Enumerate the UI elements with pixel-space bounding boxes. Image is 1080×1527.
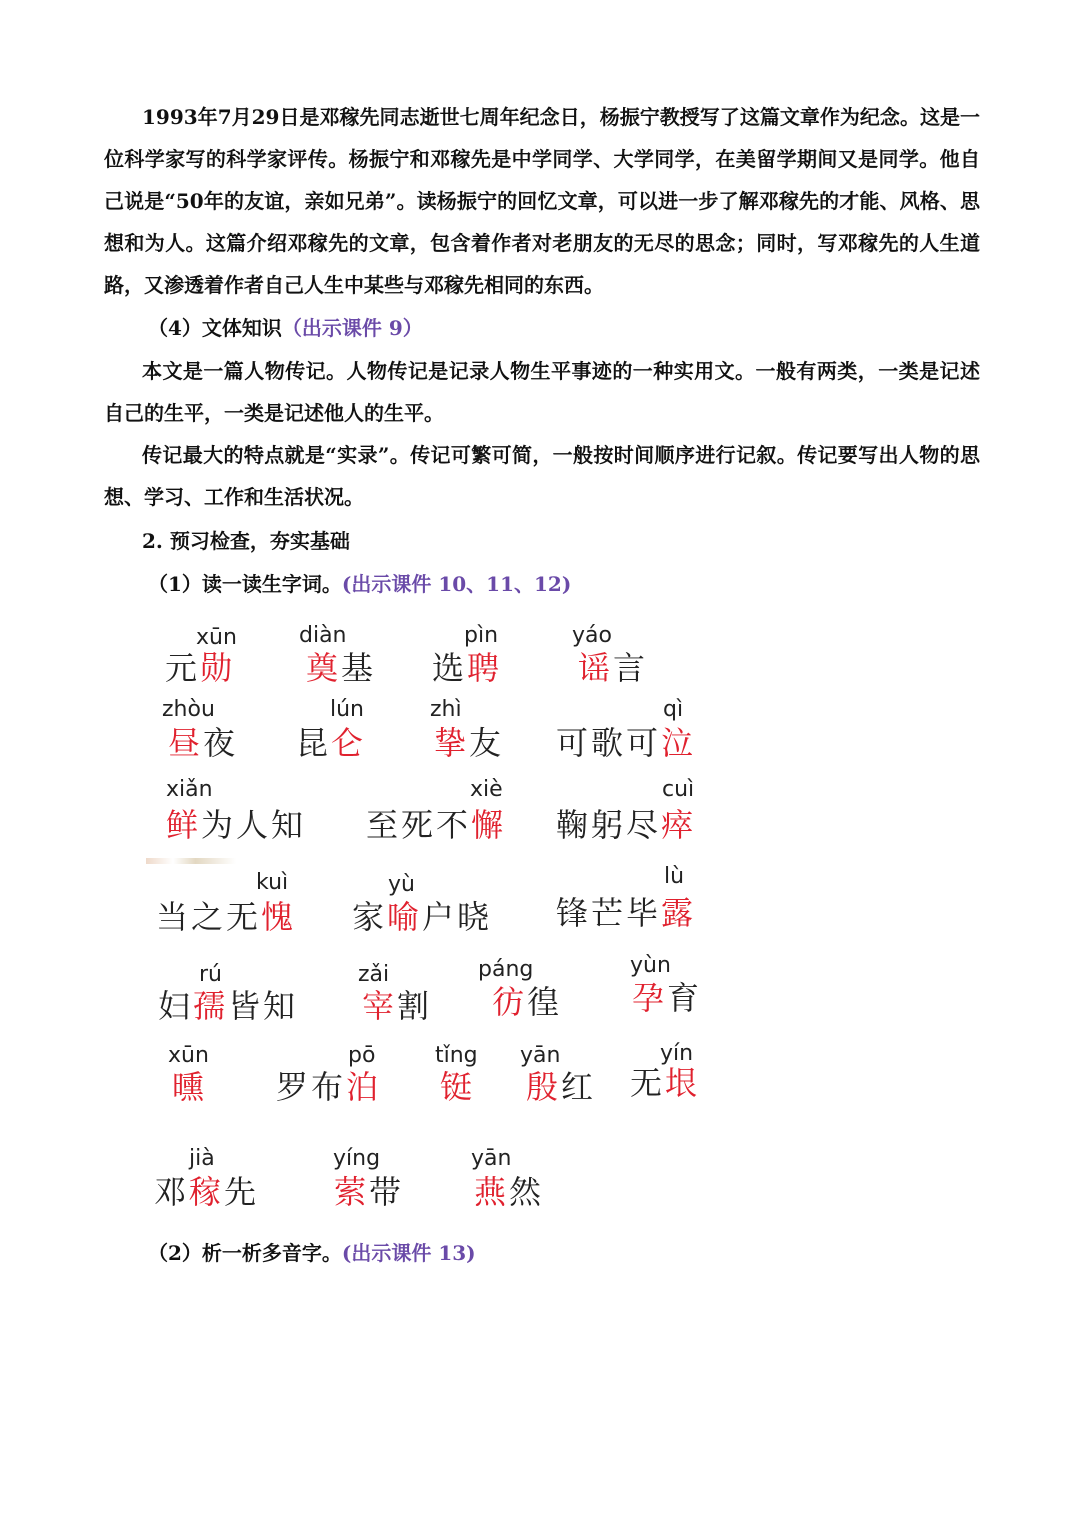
vocab-target-char: 谣 (578, 649, 611, 687)
vocab-char: 人 (236, 806, 269, 844)
vocab-word (632, 978, 702, 1018)
vocab-char: 知 (263, 987, 296, 1025)
section4-heading: （4）文体知识 (148, 316, 282, 340)
vocab-word (526, 1067, 596, 1107)
vocab-pinyin: yín (660, 1041, 694, 1066)
vocab-char: 死 (401, 806, 434, 844)
vocab-target-char: 泊 (346, 1068, 379, 1106)
biography-feature-paragraph: 传记最大的特点就是“实录”。传记可繁可简，一般按时间顺序进行记叙。传记要写出人物的思想、学习、工作和生活状况。 (104, 443, 980, 509)
vocab-char: 罗 (276, 1068, 309, 1106)
vocab-word (158, 986, 298, 1026)
vocab-target-char: 宰 (362, 987, 395, 1025)
sub1-label: （1）读一读生字词。 (148, 572, 342, 596)
sub2-label: （2）析一析多音字。 (148, 1241, 342, 1265)
vocab-word (172, 1067, 207, 1107)
vocab-word (166, 805, 306, 845)
vocab-target-char: 露 (661, 894, 694, 932)
vocab-pinyin: yù (388, 872, 415, 897)
vocab-char: 带 (369, 1173, 402, 1211)
vocab-target-char: 愧 (261, 898, 294, 936)
vocab-pinyin: yùn (630, 953, 671, 978)
vocab-char: 为 (201, 806, 234, 844)
intro-paragraph: 1993年7月29日是邓稼先同志逝世七周年纪念日，杨振宁教授写了这篇文章作为纪念。这是一位科学家写的科学家评传。杨振宁和邓稼先是中学同学、大学同学，在美留学期间又是同学。他自己说是“50年的友谊，亲如兄弟”。读杨振宁的回忆文章，可以进一步了解邓稼先的才能、风格、思想和为人。这篇介绍邓稼先的文章，包含着作者对老朋友的无尽的思念；同时，写邓稼先的人生道路，又渗透着作者自己人生中某些与邓稼先相同的东西。 (104, 105, 980, 297)
vocab-target-char: 聘 (467, 649, 500, 687)
vocab-pinyin: rú (199, 962, 222, 987)
section4-ref: （出示课件 9） (281, 316, 423, 340)
vocab-word (366, 805, 506, 845)
vocab-char: 晓 (457, 898, 490, 936)
vocab-char: 无 (630, 1064, 663, 1102)
vocab-char: 红 (561, 1068, 594, 1106)
vocab-pinyin: pō (348, 1043, 376, 1068)
vocab-char: 芒 (591, 894, 624, 932)
vocab-pinyin: yān (520, 1043, 561, 1068)
vocab-char: 邓 (154, 1173, 187, 1211)
vocab-word (630, 1063, 700, 1103)
vocab-word (334, 1172, 404, 1212)
vocab-target-char: 彷 (492, 983, 525, 1021)
vocab-char: 尽 (626, 806, 659, 844)
vocab-char: 夜 (203, 724, 236, 762)
vocab-char: 育 (667, 979, 700, 1017)
vocab-pinyin: cuì (662, 777, 695, 802)
vocab-target-char: 孺 (193, 987, 226, 1025)
vocab-word (306, 648, 376, 688)
vocab-target-char: 仑 (331, 724, 364, 762)
vocab-char: 鞠 (556, 806, 589, 844)
scan-smear-decoration (146, 858, 236, 864)
vocab-word (440, 1067, 475, 1107)
vocab-target-char: 铤 (440, 1068, 473, 1106)
vocab-word (362, 986, 432, 1026)
vocab-word (165, 648, 235, 688)
vocab-pinyin: zǎi (358, 962, 390, 987)
vocab-char: 之 (191, 898, 224, 936)
vocab-target-char: 鲜 (166, 806, 199, 844)
vocab-target-char: 殷 (526, 1068, 559, 1106)
vocab-pinyin: yáo (572, 623, 612, 648)
vocab-word (578, 648, 648, 688)
vocab-char: 言 (613, 649, 646, 687)
vocab-target-char: 燕 (474, 1173, 507, 1211)
vocab-pinyin: jià (189, 1146, 215, 1171)
vocab-char: 友 (469, 724, 502, 762)
vocab-pinyin: qì (663, 697, 684, 722)
vocab-word (556, 893, 696, 933)
sub2-heading-line (148, 1238, 476, 1268)
vocab-char: 躬 (591, 806, 624, 844)
vocab-char: 选 (432, 649, 465, 687)
biography-definition-paragraph: 本文是一篇人物传记。人物传记是记录人物生平事迹的一种实用文。一般有两类，一类是记述自己的生平，一类是记述他人的生平。 (104, 359, 980, 425)
sub2-ref: (出示课件 13) (341, 1241, 476, 1265)
vocab-pinyin: xūn (168, 1043, 209, 1068)
vocab-pinyin: lún (330, 697, 364, 722)
vocab-pinyin: tǐng (435, 1043, 478, 1068)
vocab-char: 至 (366, 806, 399, 844)
vocab-char: 割 (397, 987, 430, 1025)
vocab-char: 元 (165, 649, 198, 687)
vocab-word (492, 982, 562, 1022)
vocab-word (556, 805, 696, 845)
vocab-char: 可 (626, 724, 659, 762)
vocab-char: 皆 (228, 987, 261, 1025)
vocab-target-char: 懈 (471, 806, 504, 844)
vocab-pinyin: zhì (430, 697, 462, 722)
vocab-char: 昆 (296, 724, 329, 762)
vocab-word (156, 897, 296, 937)
vocab-pinyin: lù (664, 864, 685, 889)
vocab-target-char: 泣 (661, 724, 694, 762)
vocab-target-char: 稼 (189, 1173, 222, 1211)
vocab-word (296, 723, 366, 763)
vocab-char: 锋 (556, 894, 589, 932)
vocab-target-char: 瘁 (661, 806, 694, 844)
vocab-target-char: 曛 (172, 1068, 205, 1106)
sub1-ref: (出示课件 10、11、12) (341, 572, 572, 596)
vocab-word (434, 723, 504, 763)
vocab-target-char: 勋 (200, 649, 233, 687)
vocab-word (432, 648, 502, 688)
vocab-pinyin: xiǎn (166, 777, 213, 802)
section2-heading: 2. 预习检查，夯实基础 (142, 529, 350, 553)
vocab-pinyin: diàn (299, 623, 347, 648)
vocab-char: 然 (509, 1173, 542, 1211)
vocab-word (154, 1172, 259, 1212)
vocab-char: 歌 (591, 724, 624, 762)
vocab-pinyin: kuì (256, 870, 289, 895)
vocab-char: 无 (226, 898, 259, 936)
vocab-word (168, 723, 238, 763)
vocab-char: 基 (341, 649, 374, 687)
vocab-char: 布 (311, 1068, 344, 1106)
vocab-char: 徨 (527, 983, 560, 1021)
vocab-target-char: 孕 (632, 979, 665, 1017)
vocab-char: 妇 (158, 987, 191, 1025)
vocab-char: 知 (271, 806, 304, 844)
vocab-target-char: 奠 (306, 649, 339, 687)
vocab-char: 户 (422, 898, 455, 936)
vocab-char: 家 (352, 898, 385, 936)
vocab-target-char: 萦 (334, 1173, 367, 1211)
vocab-char: 不 (436, 806, 469, 844)
vocab-pinyin: xiè (470, 777, 503, 802)
vocab-char: 先 (224, 1173, 257, 1211)
vocab-word (556, 723, 696, 763)
vocab-target-char: 昼 (168, 724, 201, 762)
vocab-target-char: 垠 (665, 1064, 698, 1102)
vocab-target-char: 喻 (387, 898, 420, 936)
vocab-pinyin: xūn (196, 625, 237, 650)
vocab-word (276, 1067, 381, 1107)
vocab-pinyin: páng (478, 957, 534, 982)
vocab-pinyin: yān (471, 1146, 512, 1171)
vocab-target-char: 挚 (434, 724, 467, 762)
vocab-char: 毕 (626, 894, 659, 932)
vocab-word (474, 1172, 544, 1212)
vocab-pinyin: pìn (464, 623, 499, 648)
vocab-char: 可 (556, 724, 589, 762)
vocab-pinyin: zhòu (162, 697, 215, 722)
vocab-char: 当 (156, 898, 189, 936)
vocab-pinyin: yíng (333, 1146, 381, 1171)
vocab-word (352, 897, 492, 937)
